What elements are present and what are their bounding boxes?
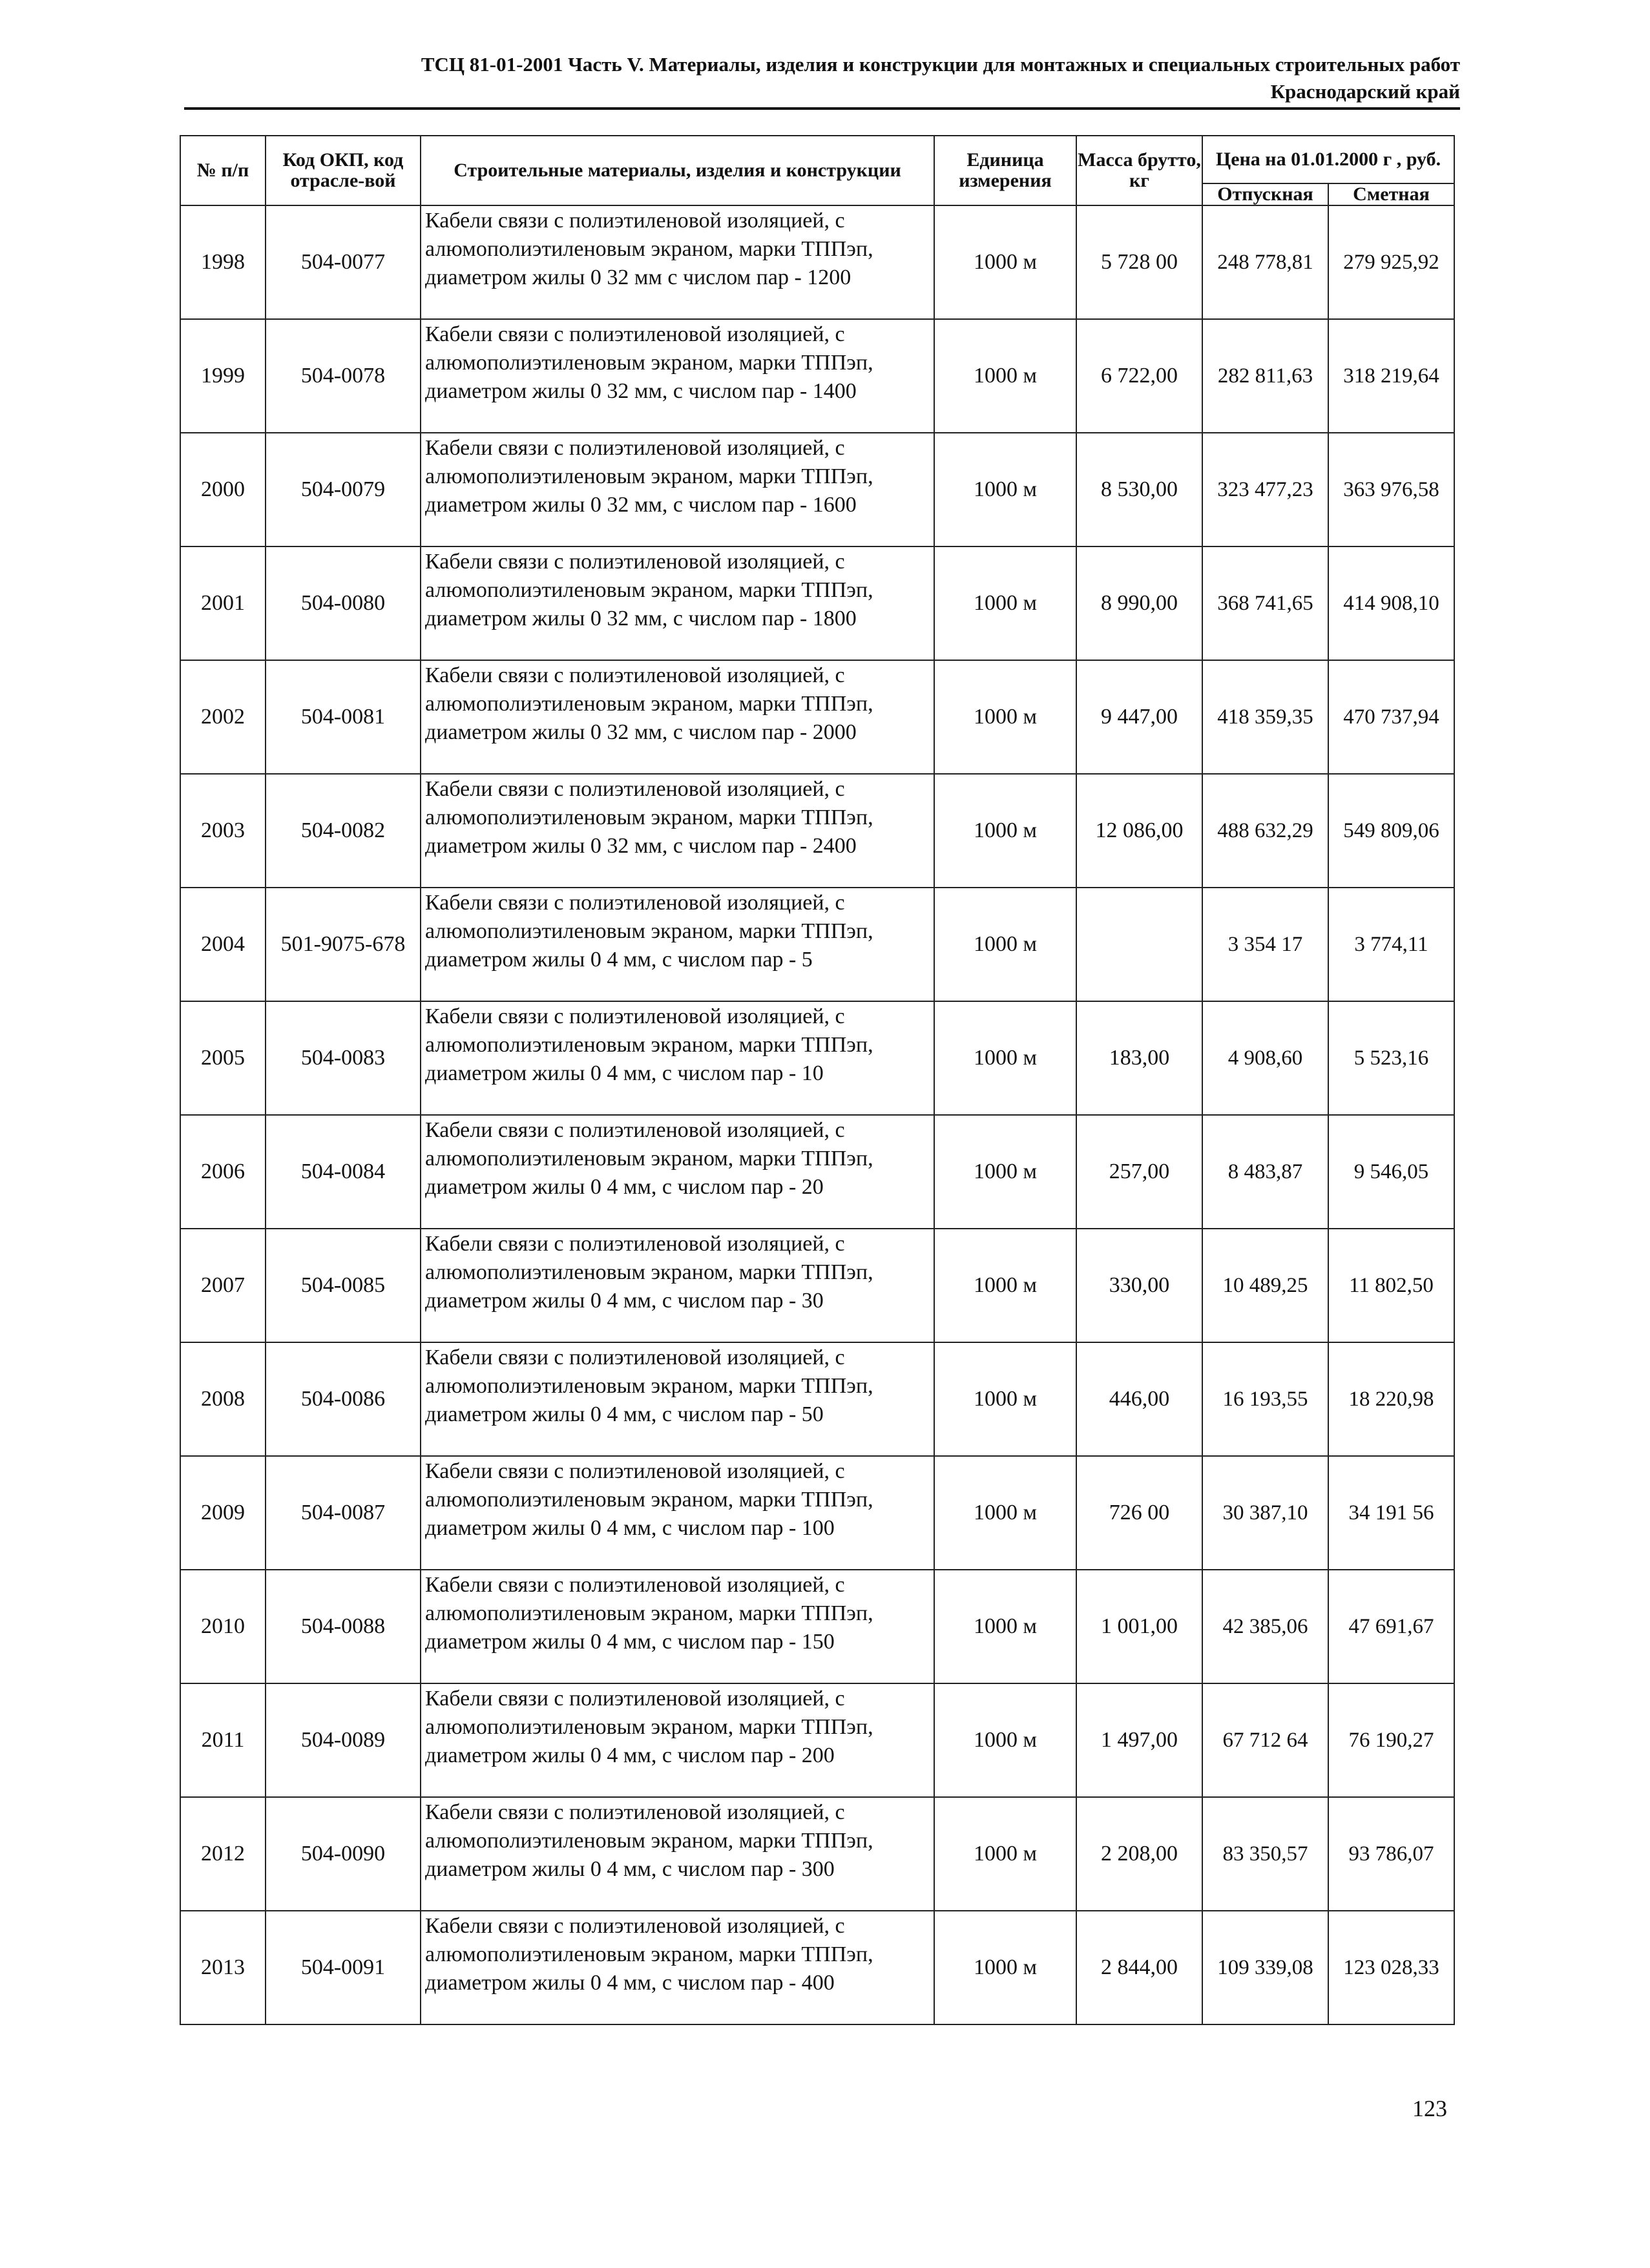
row-estimate-price: 9 546,05 (1328, 1115, 1454, 1229)
row-description: Кабели связи с полиэтиленовой изоляцией, с алюмополиэтиленовым экраном, марки ТППэп, диаметром жилы 0 32 мм, с числом пар - 1600 (421, 433, 934, 546)
row-estimate-price: 549 809,06 (1328, 774, 1454, 888)
row-mass: 2 844,00 (1076, 1911, 1202, 2024)
row-mass: 726 00 (1076, 1456, 1202, 1570)
row-code: 504-0088 (266, 1570, 421, 1683)
row-code: 504-0078 (266, 319, 421, 433)
row-unit: 1000 м (934, 1911, 1076, 2024)
row-release-price: 67 712 64 (1202, 1683, 1328, 1797)
row-number: 2001 (180, 546, 266, 660)
row-estimate-price: 318 219,64 (1328, 319, 1454, 433)
col-header-release: Отпускная (1202, 183, 1328, 205)
row-number: 1999 (180, 319, 266, 433)
table-row (180, 1456, 1454, 1570)
row-description: Кабели связи с полиэтиленовой изоляцией, с алюмополиэтиленовым экраном, марки ТППэп, диаметром жилы 0 4 мм, с числом пар - 10 (421, 1001, 934, 1115)
row-description: Кабели связи с полиэтиленовой изоляцией, с алюмополиэтиленовым экраном, марки ТППэп, диаметром жилы 0 32 мм, с числом пар - 1400 (421, 319, 934, 433)
row-unit: 1000 м (934, 1683, 1076, 1797)
row-number: 2011 (180, 1683, 266, 1797)
table-row (180, 888, 1454, 1001)
row-number: 2010 (180, 1570, 266, 1683)
price-table (180, 135, 1455, 2025)
row-mass: 9 447,00 (1076, 660, 1202, 774)
row-description: Кабели связи с полиэтиленовой изоляцией, с алюмополиэтиленовым экраном, марки ТППэп, диаметром жилы 0 4 мм, с числом пар - 100 (421, 1456, 934, 1570)
row-unit: 1000 м (934, 1001, 1076, 1115)
row-release-price: 368 741,65 (1202, 546, 1328, 660)
row-release-price: 488 632,29 (1202, 774, 1328, 888)
table-row (180, 1229, 1454, 1342)
row-release-price: 8 483,87 (1202, 1115, 1328, 1229)
row-release-price: 83 350,57 (1202, 1797, 1328, 1911)
row-release-price: 323 477,23 (1202, 433, 1328, 546)
row-release-price: 3 354 17 (1202, 888, 1328, 1001)
col-header-code: Код ОКП, код отрасле-вой (266, 136, 421, 205)
table-row (180, 1911, 1454, 2024)
row-estimate-price: 470 737,94 (1328, 660, 1454, 774)
row-release-price: 109 339,08 (1202, 1911, 1328, 2024)
row-estimate-price: 363 976,58 (1328, 433, 1454, 546)
row-estimate-price: 47 691,67 (1328, 1570, 1454, 1683)
row-code: 504-0090 (266, 1797, 421, 1911)
row-unit: 1000 м (934, 1570, 1076, 1683)
row-number: 2009 (180, 1456, 266, 1570)
row-release-price: 30 387,10 (1202, 1456, 1328, 1570)
table-row (180, 546, 1454, 660)
row-estimate-price: 3 774,11 (1328, 888, 1454, 1001)
row-mass: 8 990,00 (1076, 546, 1202, 660)
row-number: 1998 (180, 205, 266, 319)
row-mass: 1 001,00 (1076, 1570, 1202, 1683)
row-description: Кабели связи с полиэтиленовой изоляцией, с алюмополиэтиленовым экраном, марки ТППэп, диаметром жилы 0 4 мм, с числом пар - 50 (421, 1342, 934, 1456)
table-row (180, 319, 1454, 433)
row-number: 2008 (180, 1342, 266, 1456)
col-header-estimate: Сметная (1328, 183, 1454, 205)
table-row (180, 433, 1454, 546)
row-mass: 8 530,00 (1076, 433, 1202, 546)
row-number: 2000 (180, 433, 266, 546)
row-description: Кабели связи с полиэтиленовой изоляцией, с алюмополиэтиленовым экраном, марки ТППэп, диаметром жилы 0 32 мм, с числом пар - 2000 (421, 660, 934, 774)
col-header-unit: Единица измерения (934, 136, 1076, 205)
row-estimate-price: 34 191 56 (1328, 1456, 1454, 1570)
row-unit: 1000 м (934, 660, 1076, 774)
row-description: Кабели связи с полиэтиленовой изоляцией, с алюмополиэтиленовым экраном, марки ТППэп, диаметром жилы 0 4 мм, с числом пар - 150 (421, 1570, 934, 1683)
row-unit: 1000 м (934, 1456, 1076, 1570)
row-description: Кабели связи с полиэтиленовой изоляцией, с алюмополиэтиленовым экраном, марки ТППэп, диаметром жилы 0 32 мм, с числом пар - 2400 (421, 774, 934, 888)
row-code: 504-0091 (266, 1911, 421, 2024)
page-number: 123 (1412, 2096, 1447, 2121)
row-estimate-price: 414 908,10 (1328, 546, 1454, 660)
col-header-name: Строительные материалы, изделия и конструкции (421, 136, 934, 205)
row-estimate-price: 5 523,16 (1328, 1001, 1454, 1115)
col-header-price: Цена на 01.01.2000 г , руб. (1202, 136, 1454, 183)
row-release-price: 4 908,60 (1202, 1001, 1328, 1115)
row-code: 504-0081 (266, 660, 421, 774)
row-description: Кабели связи с полиэтиленовой изоляцией, с алюмополиэтиленовым экраном, марки ТППэп, диаметром жилы 0 4 мм, с числом пар - 5 (421, 888, 934, 1001)
row-unit: 1000 м (934, 319, 1076, 433)
row-release-price: 16 193,55 (1202, 1342, 1328, 1456)
row-description: Кабели связи с полиэтиленовой изоляцией, с алюмополиэтиленовым экраном, марки ТППэп, диаметром жилы 0 32 мм с числом пар - 1200 (421, 205, 934, 319)
col-header-mass: Масса брутто, кг (1076, 136, 1202, 205)
table-row (180, 1683, 1454, 1797)
table-row (180, 774, 1454, 888)
row-description: Кабели связи с полиэтиленовой изоляцией, с алюмополиэтиленовым экраном, марки ТППэп, диаметром жилы 0 4 мм, с числом пар - 200 (421, 1683, 934, 1797)
row-estimate-price: 279 925,92 (1328, 205, 1454, 319)
row-unit: 1000 м (934, 774, 1076, 888)
row-release-price: 10 489,25 (1202, 1229, 1328, 1342)
row-number: 2012 (180, 1797, 266, 1911)
row-estimate-price: 93 786,07 (1328, 1797, 1454, 1911)
row-mass: 183,00 (1076, 1001, 1202, 1115)
row-description: Кабели связи с полиэтиленовой изоляцией, с алюмополиэтиленовым экраном, марки ТППэп, диаметром жилы 0 4 мм, с числом пар - 30 (421, 1229, 934, 1342)
row-mass: 257,00 (1076, 1115, 1202, 1229)
table-row (180, 1115, 1454, 1229)
row-mass: 5 728 00 (1076, 205, 1202, 319)
row-code: 504-0085 (266, 1229, 421, 1342)
col-header-num: № п/п (180, 136, 266, 205)
document-title: ТСЦ 81-01-2001 Часть V. Материалы, изделия и конструкции для монтажных и специальных строительных работ (421, 53, 1460, 76)
table-row (180, 1570, 1454, 1683)
row-mass: 6 722,00 (1076, 319, 1202, 433)
row-number: 2006 (180, 1115, 266, 1229)
row-description: Кабели связи с полиэтиленовой изоляцией, с алюмополиэтиленовым экраном, марки ТППэп, диаметром жилы 0 4 мм, с числом пар - 20 (421, 1115, 934, 1229)
row-mass: 12 086,00 (1076, 774, 1202, 888)
row-description: Кабели связи с полиэтиленовой изоляцией, с алюмополиэтиленовым экраном, марки ТППэп, диаметром жилы 0 32 мм, с числом пар - 1800 (421, 546, 934, 660)
row-unit: 1000 м (934, 546, 1076, 660)
row-mass: 446,00 (1076, 1342, 1202, 1456)
table-row (180, 1342, 1454, 1456)
row-number: 2013 (180, 1911, 266, 2024)
table-row (180, 660, 1454, 774)
row-unit: 1000 м (934, 205, 1076, 319)
row-estimate-price: 76 190,27 (1328, 1683, 1454, 1797)
row-code: 504-0084 (266, 1115, 421, 1229)
row-estimate-price: 18 220,98 (1328, 1342, 1454, 1456)
row-release-price: 418 359,35 (1202, 660, 1328, 774)
row-mass (1076, 888, 1202, 1001)
table-row (180, 205, 1454, 319)
row-number: 2002 (180, 660, 266, 774)
row-number: 2003 (180, 774, 266, 888)
row-mass: 1 497,00 (1076, 1683, 1202, 1797)
row-estimate-price: 11 802,50 (1328, 1229, 1454, 1342)
row-estimate-price: 123 028,33 (1328, 1911, 1454, 2024)
row-unit: 1000 м (934, 433, 1076, 546)
row-code: 504-0083 (266, 1001, 421, 1115)
row-unit: 1000 м (934, 1797, 1076, 1911)
row-code: 504-0089 (266, 1683, 421, 1797)
row-release-price: 42 385,06 (1202, 1570, 1328, 1683)
row-mass: 2 208,00 (1076, 1797, 1202, 1911)
row-code: 501-9075-678 (266, 888, 421, 1001)
row-code: 504-0077 (266, 205, 421, 319)
row-description: Кабели связи с полиэтиленовой изоляцией, с алюмополиэтиленовым экраном, марки ТППэп, диаметром жилы 0 4 мм, с числом пар - 400 (421, 1911, 934, 2024)
row-number: 2004 (180, 888, 266, 1001)
row-code: 504-0082 (266, 774, 421, 888)
row-code: 504-0079 (266, 433, 421, 546)
row-number: 2007 (180, 1229, 266, 1342)
document-region: Краснодарский край (1270, 80, 1460, 103)
row-release-price: 282 811,63 (1202, 319, 1328, 433)
table-row (180, 1797, 1454, 1911)
row-mass: 330,00 (1076, 1229, 1202, 1342)
row-unit: 1000 м (934, 1229, 1076, 1342)
table-row (180, 1001, 1454, 1115)
header-rule (184, 107, 1460, 110)
row-code: 504-0087 (266, 1456, 421, 1570)
row-code: 504-0086 (266, 1342, 421, 1456)
row-unit: 1000 м (934, 1115, 1076, 1229)
row-unit: 1000 м (934, 1342, 1076, 1456)
row-code: 504-0080 (266, 546, 421, 660)
row-release-price: 248 778,81 (1202, 205, 1328, 319)
row-number: 2005 (180, 1001, 266, 1115)
row-description: Кабели связи с полиэтиленовой изоляцией, с алюмополиэтиленовым экраном, марки ТППэп, диаметром жилы 0 4 мм, с числом пар - 300 (421, 1797, 934, 1911)
row-unit: 1000 м (934, 888, 1076, 1001)
